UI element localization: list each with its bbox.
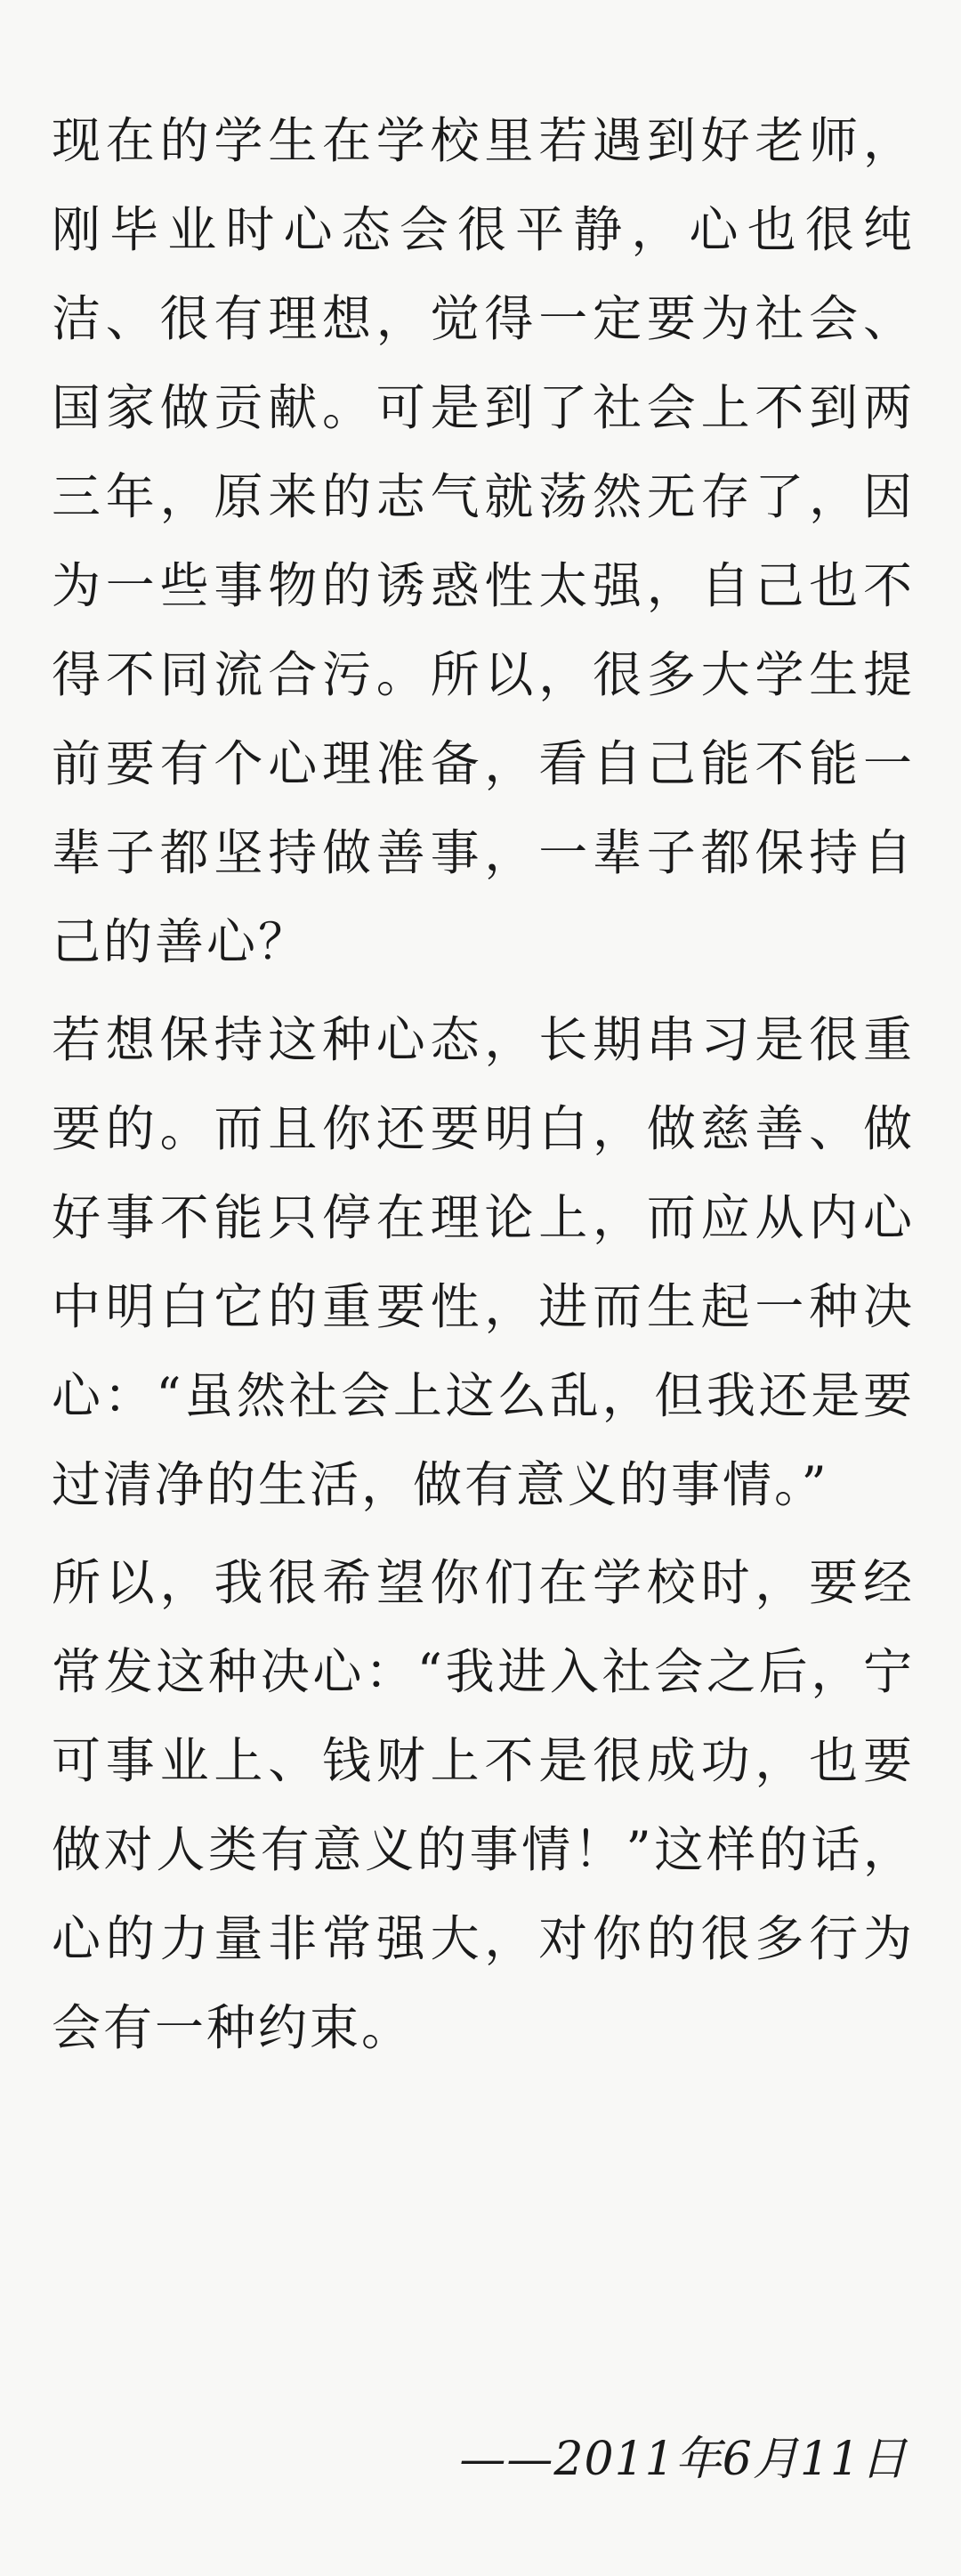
article-body xyxy=(52,96,915,2072)
paragraph-1: 现在的学生在学校里若遇到好老师，刚毕业时心态会很平静，心也很纯洁、很有理想，觉得一定要为社会、国家做贡献。可是到了社会上不到两三年，原来的志气就荡然无存了，因为一些事物的诱惑性太强，自己也不得不同流合污。所以，很多大学生提前要有个心理准备，看自己能不能一辈子都坚持做善事，一辈子都保持自己的善心？ xyxy=(52,112,915,970)
paragraph-3: 所以，我很希望你们在学校时，要经常发这种决心：“我进入社会之后，宁可事业上、钱财上不是很成功，也要做对人类有意义的事情！”这样的话，心的力量非常强大，对你的很多行为会有一种约束。 xyxy=(52,1554,915,2056)
date-signature: ——2011年6月11日 xyxy=(459,2433,908,2486)
paragraph-2: 若想保持这种心态，长期串习是很重要的。而且你还要明白，做慈善、做好事不能只停在理论上，而应从内心中明白它的重要性，进而生起一种决心：“虽然社会上这么乱，但我还是要过清净的生活，做有意义的事情。” xyxy=(52,1011,915,1513)
